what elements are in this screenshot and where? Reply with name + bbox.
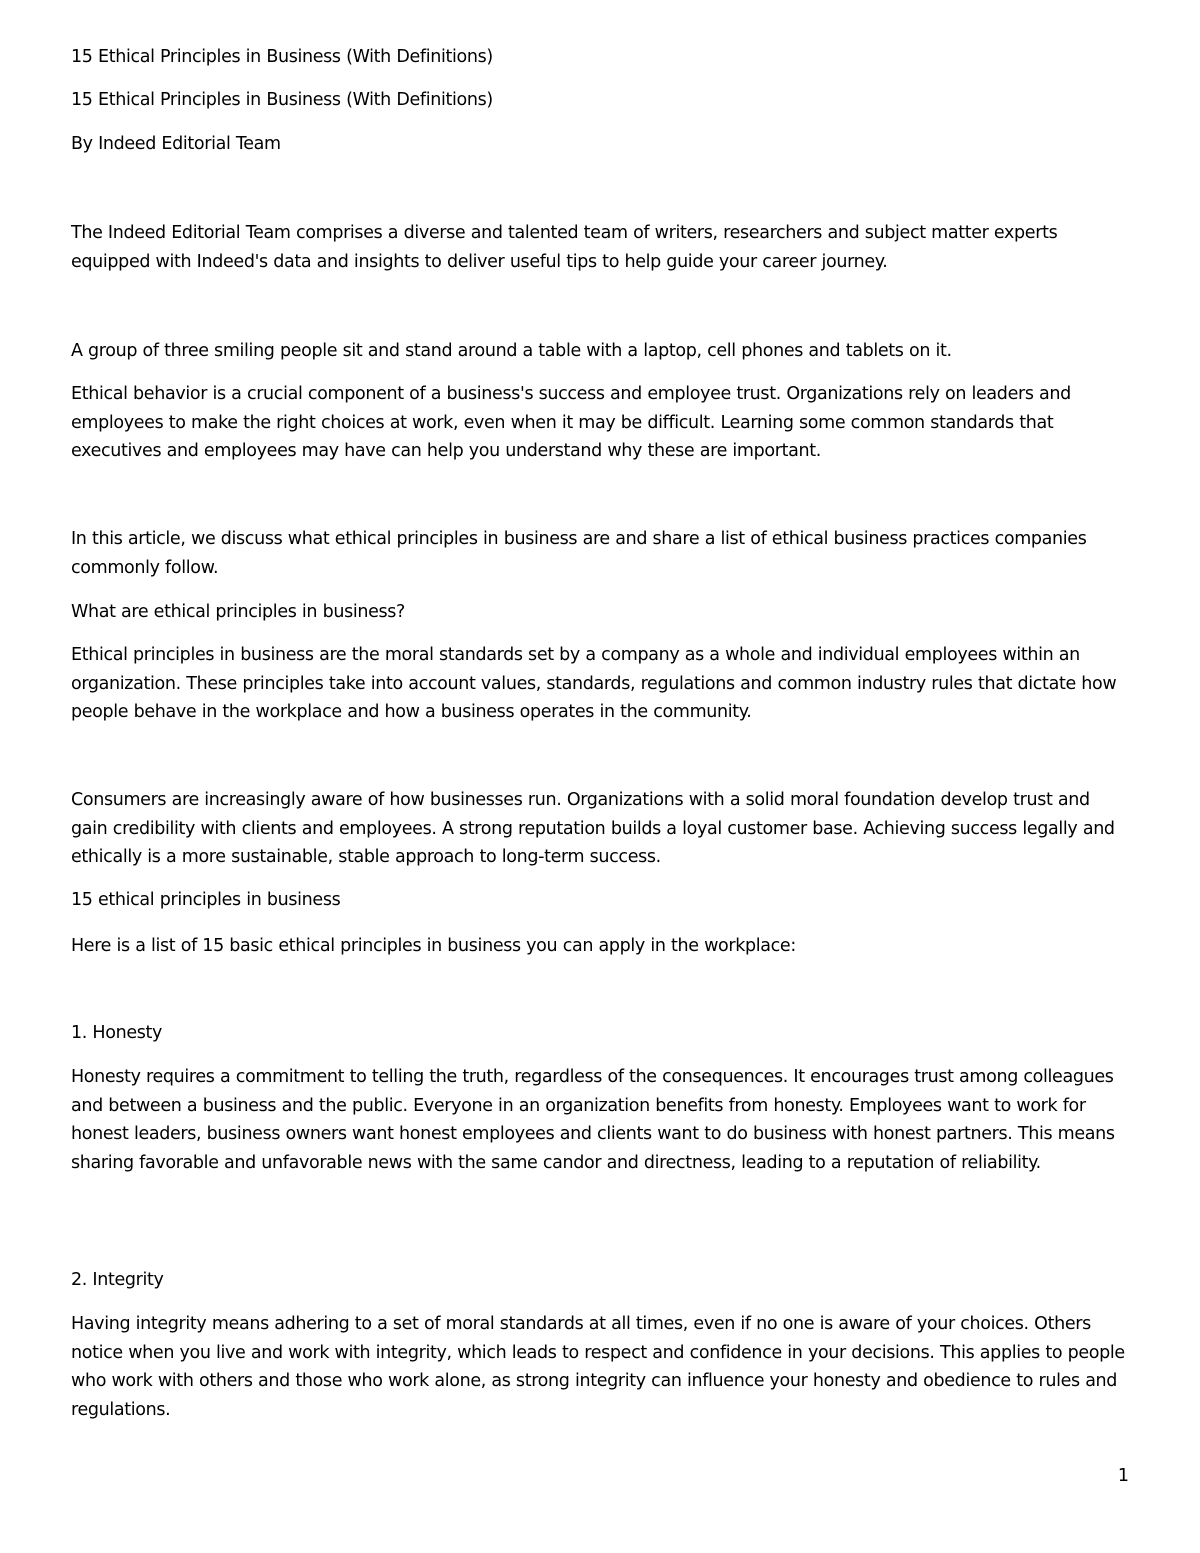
image-caption: A group of three smiling people sit and stand around a table with a laptop, cell phones and tablets on it.: [71, 341, 952, 361]
byline: By Indeed Editorial Team: [71, 134, 281, 154]
document-title-repeat: 15 Ethical Principles in Business (With Definitions): [71, 90, 493, 110]
honesty-paragraph: Honesty requires a commitment to telling the truth, regardless of the consequences. It encourages trust among colleagues and between a business and the public. Everyone in an organization benefits from honesty. Employees want to work for honest leaders, business owners want honest employees and clients want to do business with honest partners. This means sharing favorable and unfavorable news with the same candor and directness, leading to a reputation of reliability.: [71, 1067, 1115, 1174]
section-heading-what-are: What are ethical principles in business?: [71, 602, 405, 622]
section-heading-15-principles: 15 ethical principles in business: [71, 890, 341, 910]
intro-paragraph: Ethical behavior is a crucial component of a business's success and employee trust. Organizations rely on leaders and employees to make the right choices at work, even when it may be difficult. Learning some common standards that executives and employees may have can help you understand why these are important.: [71, 384, 1071, 462]
principle-heading-integrity: 2. Integrity: [71, 1270, 164, 1290]
page-number: 1: [1117, 1466, 1129, 1486]
article-overview-paragraph: In this article, we discuss what ethical principles in business are and share a list of ethical business practices companies commonly follow.: [71, 529, 1087, 578]
definition-paragraph: Ethical principles in business are the moral standards set by a company as a whole and individual employees within an organization. These principles take into account values, standards, regulations and common industry rules that dictate how people behave in the workplace and how a business operates in the community.: [71, 645, 1117, 723]
team-description-paragraph: The Indeed Editorial Team comprises a diverse and talented team of writers, researchers and subject matter experts equipped with Indeed's data and insights to deliver useful tips to help guide your career journey.: [71, 223, 1058, 272]
integrity-paragraph: Having integrity means adhering to a set of moral standards at all times, even if no one is aware of your choices. Others notice when you live and work with integrity, which leads to respect and confidence in your decisions. This applies to people who work with others and those who work alone, as strong integrity can influence your honesty and obedience to rules and regulations.: [71, 1314, 1125, 1421]
list-intro-paragraph: Here is a list of 15 basic ethical principles in business you can apply in the workplace:: [71, 936, 796, 956]
principle-heading-honesty: 1. Honesty: [71, 1023, 163, 1043]
consumer-awareness-paragraph: Consumers are increasingly aware of how businesses run. Organizations with a solid moral foundation develop trust and gain credibility with clients and employees. A strong reputation builds a loyal customer base. Achieving success legally and ethically is a more sustainable, stable approach to long-term success.: [71, 790, 1115, 868]
document-title: 15 Ethical Principles in Business (With Definitions): [71, 47, 493, 67]
